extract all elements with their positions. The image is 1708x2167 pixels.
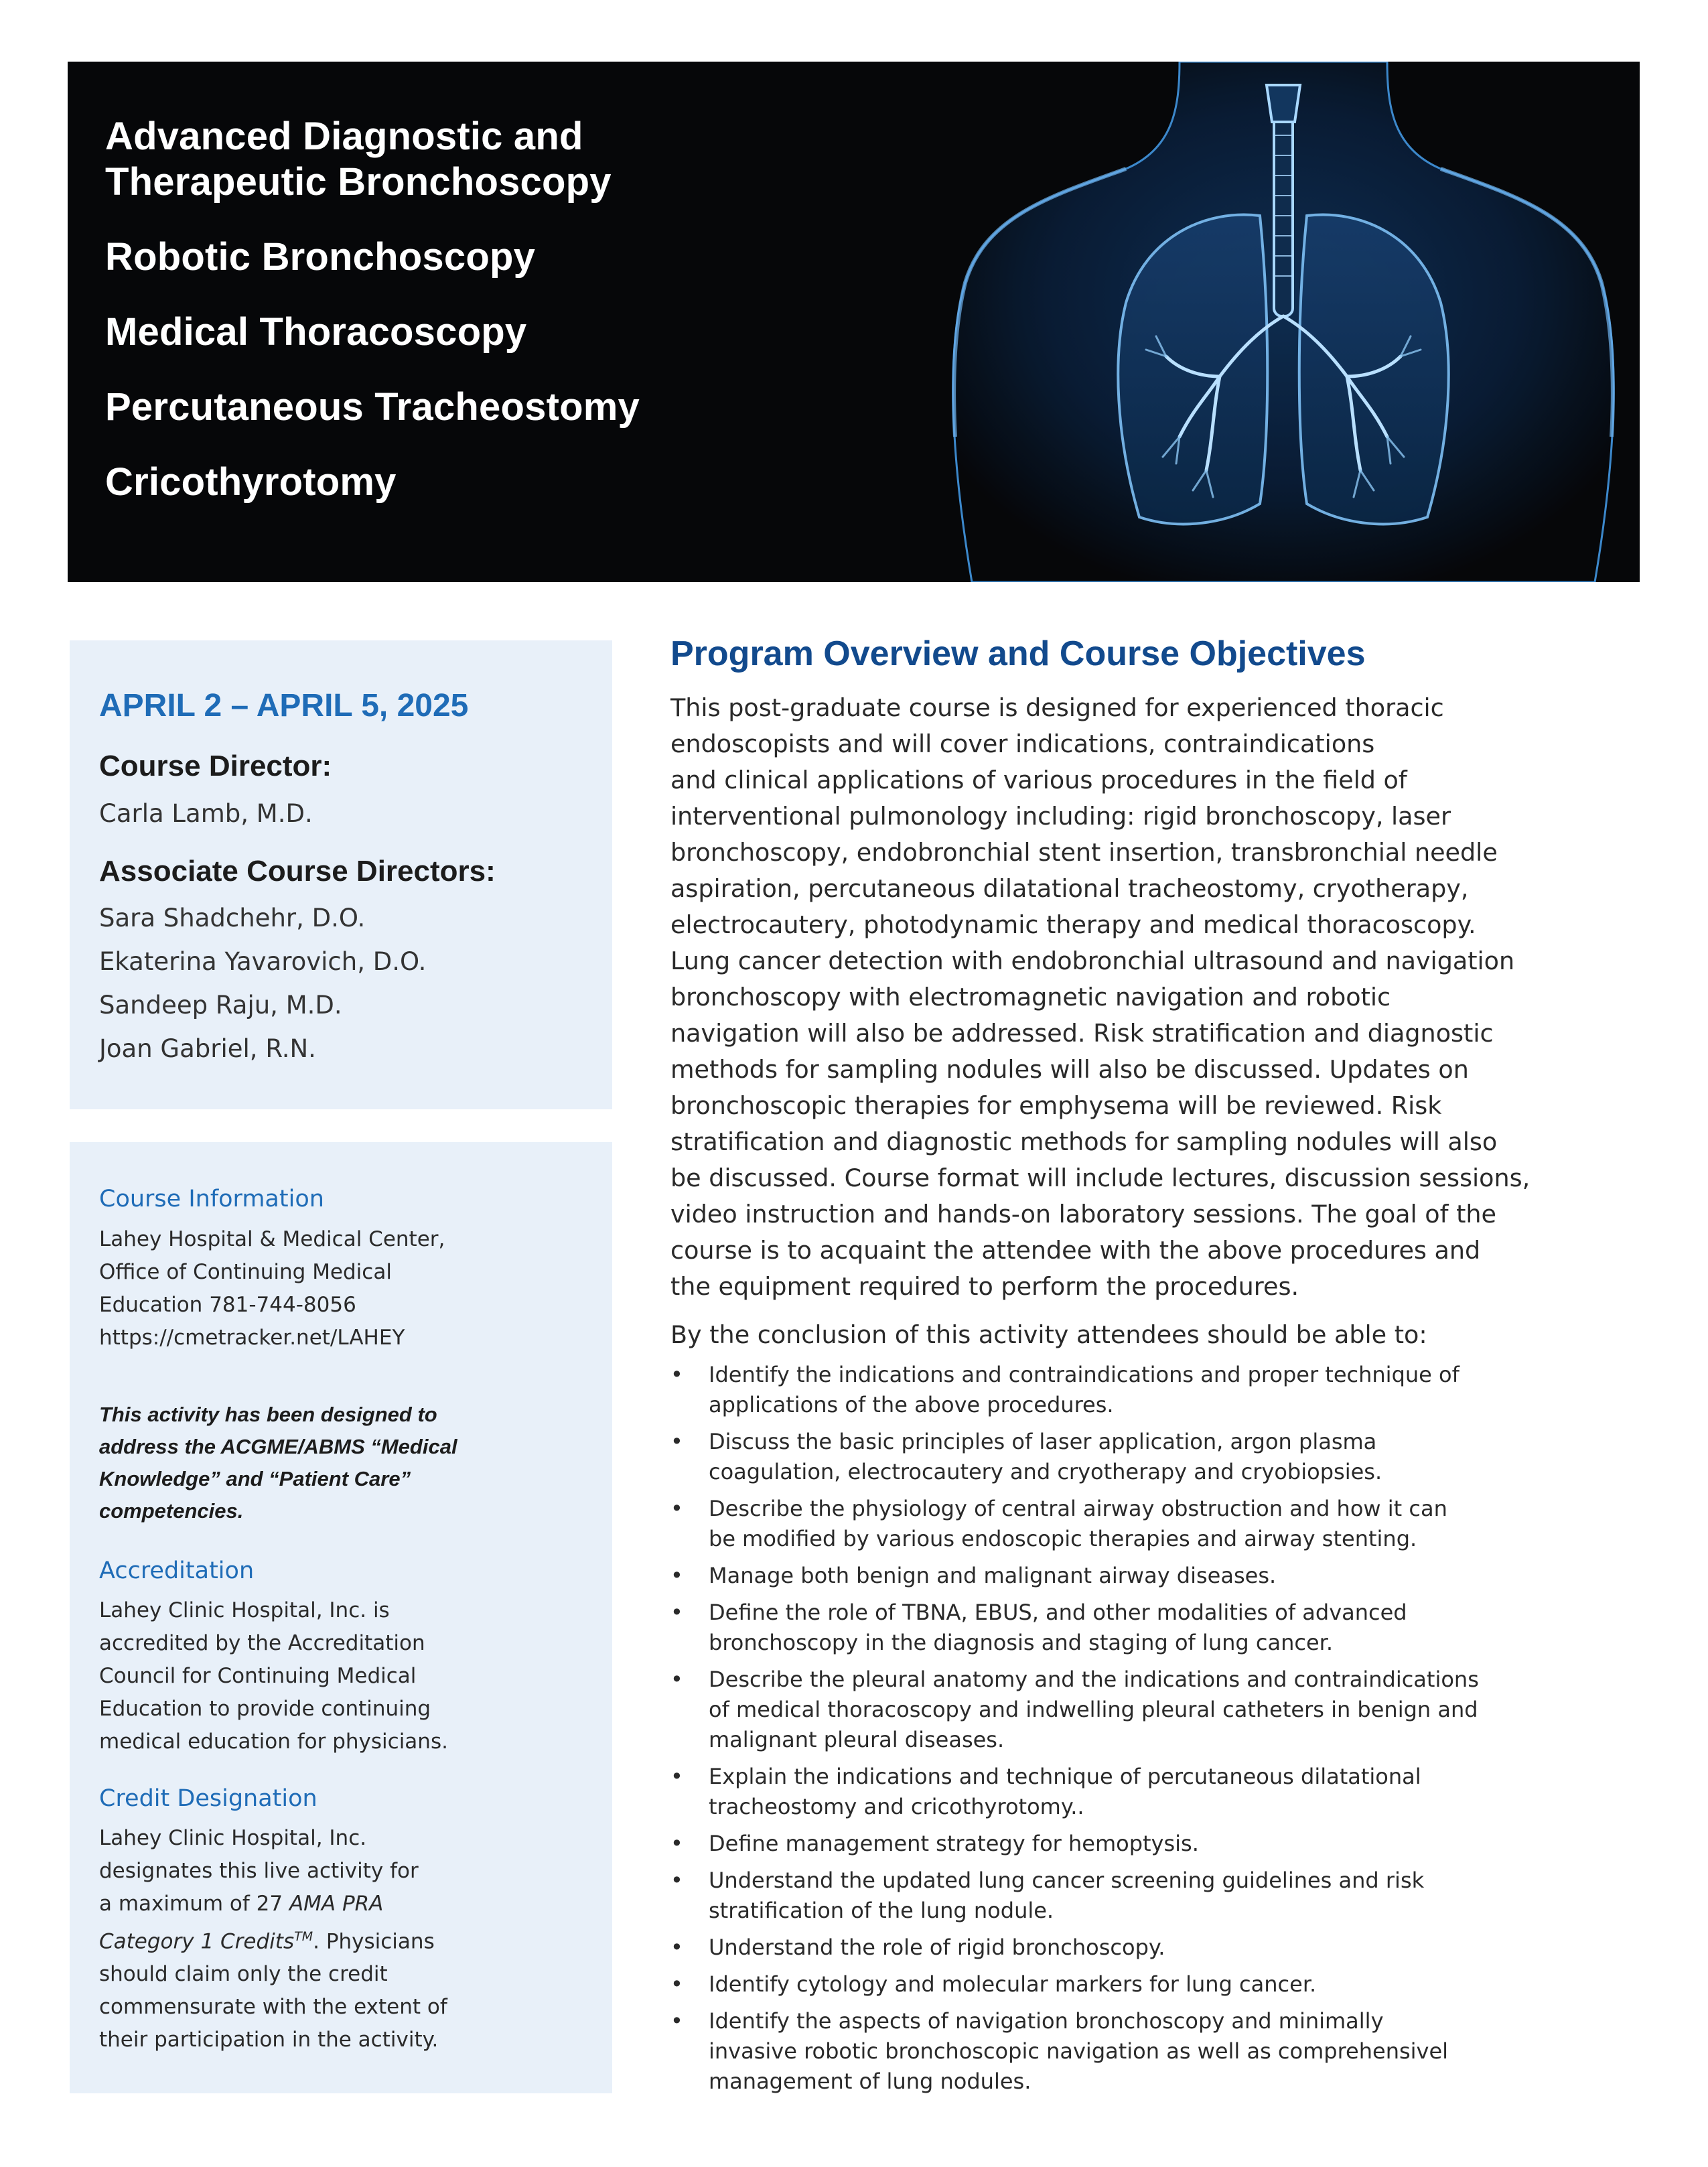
overview-line: video instruction and hands-on laboratory sessions. The goal of the xyxy=(670,1200,1496,1229)
objective-line: coagulation, electrocautery and cryotherapy and cryobiopsies. xyxy=(709,1459,1382,1484)
lungs-anatomy-illustration xyxy=(925,62,1640,582)
credit-tail-line-3: their participation in the activity. xyxy=(99,2028,439,2052)
activity-note-line-3: Knowledge” and “Patient Care” xyxy=(99,1467,411,1490)
overview-line: interventional pulmonology including: rigid bronchoscopy, laser xyxy=(670,802,1451,831)
associate-director-4: Joan Gabriel, R.N. xyxy=(99,1034,316,1063)
banner-title-4: Percutaneous Tracheostomy xyxy=(105,385,640,429)
objective-line: of medical thoracoscopy and indwelling pleural catheters in benign and xyxy=(709,1697,1478,1722)
credit-tail-line-2: commensurate with the extent of xyxy=(99,1995,447,2020)
overview-line: methods for sampling nodules will also be discussed. Updates on xyxy=(670,1055,1469,1084)
overview-line: stratification and diagnostic methods for sampling nodules will also xyxy=(670,1127,1498,1156)
course-dates: APRIL 2 – APRIL 5, 2025 xyxy=(99,688,469,723)
objective-line: Understand the role of rigid bronchoscopy. xyxy=(709,1935,1165,1960)
activity-note-line-2: address the ACGME/ABMS “Medical xyxy=(99,1435,457,1458)
credit-tail-line-1: should claim only the credit xyxy=(99,1962,388,1987)
banner-title-2: Robotic Bronchoscopy xyxy=(105,235,536,279)
objectives-list xyxy=(670,1360,1622,2103)
overview-line: and clinical applications of various procedures in the field of xyxy=(670,766,1407,794)
course-info-line-3: Education 781-744-8056 xyxy=(99,1293,356,1317)
course-info-line-1: Lahey Hospital & Medical Center, xyxy=(99,1227,445,1251)
objective-line: malignant pleural diseases. xyxy=(709,1727,1005,1752)
overview-line: This post-graduate course is designed for experienced thoracic xyxy=(670,693,1444,722)
course-info-url[interactable]: https://cmetracker.net/LAHEY xyxy=(99,1326,405,1350)
credit-designation-text xyxy=(99,1822,568,2056)
objective-line: management of lung nodules. xyxy=(709,2069,1031,2094)
accreditation-line-2: accredited by the Accreditation xyxy=(99,1631,425,1655)
associate-director-3: Sandeep Raju, M.D. xyxy=(99,991,342,1020)
objective-item xyxy=(670,1829,1622,1859)
overview-line: aspiration, percutaneous dilatational tracheostomy, cryotherapy, xyxy=(670,874,1469,903)
objective-line: tracheostomy and cricothyrotomy.. xyxy=(709,1794,1084,1819)
objective-line: applications of the above procedures. xyxy=(709,1392,1114,1417)
objective-line: bronchoscopy in the diagnosis and staging of lung cancer. xyxy=(709,1630,1334,1655)
course-info-panel xyxy=(70,1142,612,2093)
accreditation-heading: Accreditation xyxy=(99,1557,255,1584)
overview-line: bronchoscopy, endobronchial stent insertion, transbronchial needle xyxy=(670,838,1498,867)
credit-category: Category 1 Credits xyxy=(99,1929,295,1954)
objective-line: Manage both benign and malignant airway diseases. xyxy=(709,1563,1277,1588)
overview-line: bronchoscopic therapies for emphysema will be reviewed. Risk xyxy=(670,1091,1442,1120)
overview-line: the equipment required to perform the procedures. xyxy=(670,1272,1299,1301)
activity-note-line-1: This activity has been designed to xyxy=(99,1403,437,1426)
objective-line: Identify the aspects of navigation bronchoscopy and minimally xyxy=(709,2008,1384,2034)
objective-item xyxy=(670,1360,1622,1420)
course-director-name: Carla Lamb, M.D. xyxy=(99,799,313,828)
overview-line: Lung cancer detection with endobronchial ultrasound and navigation xyxy=(670,947,1515,975)
objective-item xyxy=(670,1969,1622,2000)
objective-line: stratification of the lung nodule. xyxy=(709,1898,1054,1923)
objective-item xyxy=(670,1494,1622,1554)
banner-title-1-line-2: Therapeutic Bronchoscopy xyxy=(105,160,612,204)
objective-item xyxy=(670,1866,1622,1926)
objective-item xyxy=(670,1933,1622,1963)
overview-line: endoscopists and will cover indications, contraindications xyxy=(670,729,1375,758)
objective-line: be modified by various endoscopic therapies and airway stenting. xyxy=(709,1526,1417,1551)
overview-paragraph xyxy=(670,690,1615,1305)
overview-line: navigation will also be addressed. Risk stratification and diagnostic xyxy=(670,1019,1494,1048)
overview-line: bronchoscopy with electromagnetic navigation and robotic xyxy=(670,983,1391,1011)
credit-line-1: Lahey Clinic Hospital, Inc. xyxy=(99,1826,367,1850)
accreditation-line-5: medical education for physicians. xyxy=(99,1730,448,1754)
associate-director-2: Ekaterina Yavarovich, D.O. xyxy=(99,947,427,976)
associate-director-1: Sara Shadchehr, D.O. xyxy=(99,904,366,932)
objective-item xyxy=(670,1561,1622,1591)
banner-titles xyxy=(105,114,640,535)
objective-item xyxy=(670,1665,1622,1755)
course-info-line-2: Office of Continuing Medical xyxy=(99,1260,392,1284)
course-director-label: Course Director: xyxy=(99,750,332,782)
credit-designation-heading: Credit Designation xyxy=(99,1785,317,1812)
objective-line: Describe the physiology of central airway obstruction and how it can xyxy=(709,1496,1447,1521)
banner-title-3: Medical Thoracoscopy xyxy=(105,310,527,354)
banner-title-1-line-1: Advanced Diagnostic and xyxy=(105,115,583,158)
objective-line: Identify cytology and molecular markers for lung cancer. xyxy=(709,1971,1317,1997)
overview-line: be discussed. Course format will include lectures, discussion sessions, xyxy=(670,1164,1531,1192)
accreditation-line-3: Council for Continuing Medical xyxy=(99,1664,417,1688)
activity-note-line-4: competencies. xyxy=(99,1499,244,1523)
objectives-intro: By the conclusion of this activity attendees should be able to: xyxy=(670,1320,1427,1349)
credit-tm: TM xyxy=(294,1929,313,1944)
objective-line: Define management strategy for hemoptysis. xyxy=(709,1831,1199,1856)
credit-after: . Physicians xyxy=(313,1929,435,1954)
accreditation-text xyxy=(99,1594,568,1758)
objective-line: Understand the updated lung cancer screening guidelines and risk xyxy=(709,1868,1425,1893)
objective-line: Describe the pleural anatomy and the indications and contraindications xyxy=(709,1667,1479,1692)
credit-max-prefix: a maximum of 27 xyxy=(99,1892,289,1916)
objective-item xyxy=(670,1427,1622,1487)
objective-item xyxy=(670,2006,1622,2097)
banner-title-5: Cricothyrotomy xyxy=(105,460,397,504)
banner-title-1 xyxy=(105,114,640,205)
objective-line: Discuss the basic principles of laser application, argon plasma xyxy=(709,1429,1377,1454)
activity-note xyxy=(99,1399,541,1527)
objective-line: Identify the indications and contraindications and proper technique of xyxy=(709,1362,1460,1387)
credit-ama: AMA PRA xyxy=(289,1892,384,1916)
hero-banner xyxy=(68,62,1640,582)
objective-line: invasive robotic bronchoscopic navigation as well as comprehensivel xyxy=(709,2038,1449,2064)
dates-directors-panel xyxy=(70,640,612,1109)
overview-title: Program Overview and Course Objectives xyxy=(670,634,1366,673)
course-info-heading: Course Information xyxy=(99,1186,324,1212)
course-info-text xyxy=(99,1223,568,1354)
objective-line: Explain the indications and technique of percutaneous dilatational xyxy=(709,1764,1421,1789)
accreditation-line-4: Education to provide continuing xyxy=(99,1697,431,1721)
credit-line-2: designates this live activity for xyxy=(99,1859,419,1883)
objective-item xyxy=(670,1598,1622,1658)
overview-line: electrocautery, photodynamic therapy and medical thoracoscopy. xyxy=(670,910,1476,939)
objective-item xyxy=(670,1762,1622,1822)
associate-directors-label: Associate Course Directors: xyxy=(99,855,496,888)
accreditation-line-1: Lahey Clinic Hospital, Inc. is xyxy=(99,1598,390,1622)
objective-line: Define the role of TBNA, EBUS, and other modalities of advanced xyxy=(709,1600,1407,1625)
overview-line: course is to acquaint the attendee with the above procedures and xyxy=(670,1236,1481,1265)
